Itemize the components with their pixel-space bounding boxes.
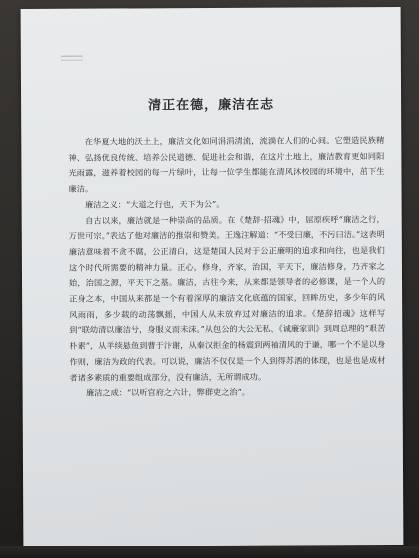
staple-mark	[61, 56, 83, 61]
paragraph-meaning: 廉洁之义：“大道之行也，天下为公”。	[84, 198, 225, 210]
paragraph-achievement: 廉洁之成：“以听官府之六计，弊群吏之治”。	[85, 387, 250, 398]
paper-sheet	[21, 7, 404, 547]
paragraph-history: 自古以来，廉洁就是一种崇高的品质。在《楚辞·招魂》中，屈原疾呼“廉洁之行，万世可宗。”表达了他对廉洁的推崇和赞美。王逸注解道：“不受曰廉，不污曰洁。”这表明廉洁意味着不贪不腐，公正清白，这是楚国人民对于公正廉明的追求和向往，也是我们这个时代所需要的精神力量。正心，修身，齐家，治国，平天下，廉洁修身，乃齐家之始，治国之源，平天下之基。廉洁，古往今来，从来都是领导者的必修课，是一个人的正身之本，中国从来都是一个有着深厚的廉洁文化底蕴的国家，回眸历史，多少年的风风雨雨，多少载的动荡飘摇，中国人从未放弃过对廉洁的追求。《楚辞招魂》这样写到“联幼清以廉洁兮，身服义而未沫。”从包公的大公无私、《诚廉家训》到周总理的“艰苦朴素”，从羊续悬鱼到曹于汴谢，从秦汉拒金的杨震到两袖清风的于谦，哪一个不是以身作则，廉洁为政的代表。可以说，廉洁不仅仅是一个人到得苏洒的体现，也是也是成材者诸多素质的重要组成部分，没有廉洁，无所谓成功。	[68, 213, 386, 383]
table-surface	[0, 546, 419, 558]
page-title: 清正在德，廉洁在志	[148, 97, 275, 114]
document-body	[68, 133, 385, 402]
paragraph-intro: 在华夏大地的沃土上，廉洁文化如同涓涓清流，流淌在人们的心间。它塑造民族精神、弘扬优良传统、培养公民道德、促进社会和谐，在这片土地上，廉洁教育更如同阳光雨露，滋养着校园的每一片绿叶，让每一位学生都能在清风沐校园的环境中，茁下生廉洁。	[68, 135, 385, 194]
